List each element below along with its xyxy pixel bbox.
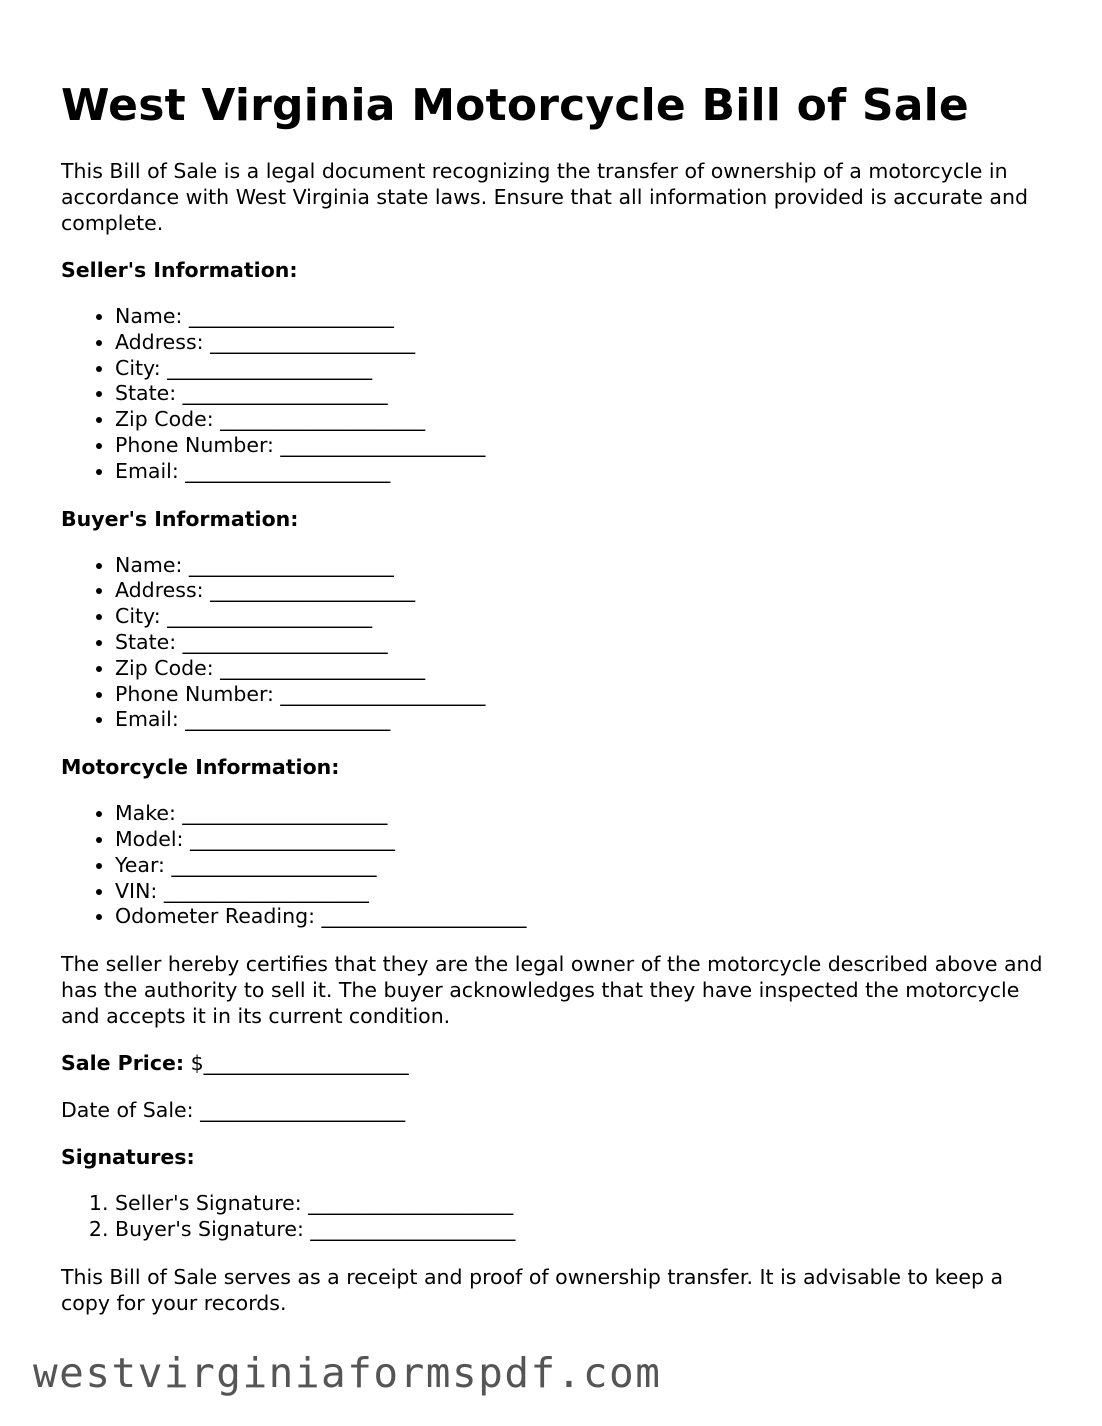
- seller-address-field: • Address: ____________________: [115, 330, 1046, 356]
- closing-paragraph: This Bill of Sale serves as a receipt and proof of ownership transfer. It is advisable to keep a copy for your records.: [61, 1264, 1004, 1315]
- seller-zip-field: • Zip Code: ____________________: [115, 407, 1046, 433]
- motorcycle-vin-field: • VIN: ____________________: [115, 879, 1046, 905]
- motorcycle-model-field: • Model: ____________________: [115, 827, 1046, 853]
- seller-name-field: • Name: ____________________: [115, 304, 1046, 330]
- seller-signature-line: 1. Seller's Signature: ____________________: [115, 1191, 1046, 1217]
- buyer-phone-field: • Phone Number: ____________________: [115, 682, 1046, 708]
- buyer-state-field: • State: ____________________: [115, 630, 1046, 656]
- motorcycle-field-list: [61, 801, 1046, 930]
- signatures-heading: Signatures:: [61, 1145, 195, 1170]
- motorcycle-heading: Motorcycle Information:: [61, 755, 340, 780]
- site-watermark: westvirginiaformspdf.com: [33, 1349, 662, 1397]
- buyer-signature-line: 2. Buyer's Signature: ____________________: [115, 1217, 1046, 1243]
- motorcycle-odometer-field: • Odometer Reading: ____________________: [115, 904, 1046, 930]
- seller-city-field: • City: ____________________: [115, 356, 1046, 382]
- buyer-address-field: • Address: ____________________: [115, 578, 1046, 604]
- document-page: [61, 78, 1046, 1316]
- buyer-zip-field: • Zip Code: ____________________: [115, 656, 1046, 682]
- sale-price-label: Sale Price:: [61, 1051, 185, 1076]
- buyer-city-field: • City: ____________________: [115, 604, 1046, 630]
- motorcycle-year-field: • Year: ____________________: [115, 853, 1046, 879]
- buyer-email-field: • Email: ____________________: [115, 707, 1046, 733]
- signature-list: [61, 1191, 1046, 1243]
- motorcycle-make-field: • Make: ____________________: [115, 801, 1046, 827]
- buyer-field-list: [61, 553, 1046, 734]
- intro-paragraph: This Bill of Sale is a legal document recognizing the transfer of ownership of a motorcycle in accordance with West Virginia state laws. Ensure that all information provided is accurate and complete.: [61, 159, 1029, 235]
- seller-phone-field: • Phone Number: ____________________: [115, 433, 1046, 459]
- document-title: West Virginia Motorcycle Bill of Sale: [61, 80, 969, 131]
- date-of-sale-row: Date of Sale: ____________________: [61, 1098, 406, 1123]
- sale-price-row: [61, 1050, 1046, 1076]
- sale-price-blank: $____________________: [190, 1051, 409, 1076]
- buyer-heading: Buyer's Information:: [61, 506, 299, 531]
- seller-state-field: • State: ____________________: [115, 381, 1046, 407]
- buyer-name-field: • Name: ____________________: [115, 553, 1046, 579]
- certification-paragraph: The seller hereby certifies that they are the legal owner of the motorcycle described above and has the authority to sell it. The buyer acknowledges that they have inspected the motorcycle and accepts it in its current condition.: [61, 952, 1043, 1029]
- seller-email-field: • Email: ____________________: [115, 459, 1046, 485]
- seller-field-list: [61, 304, 1046, 485]
- seller-heading: Seller's Information:: [61, 258, 298, 282]
